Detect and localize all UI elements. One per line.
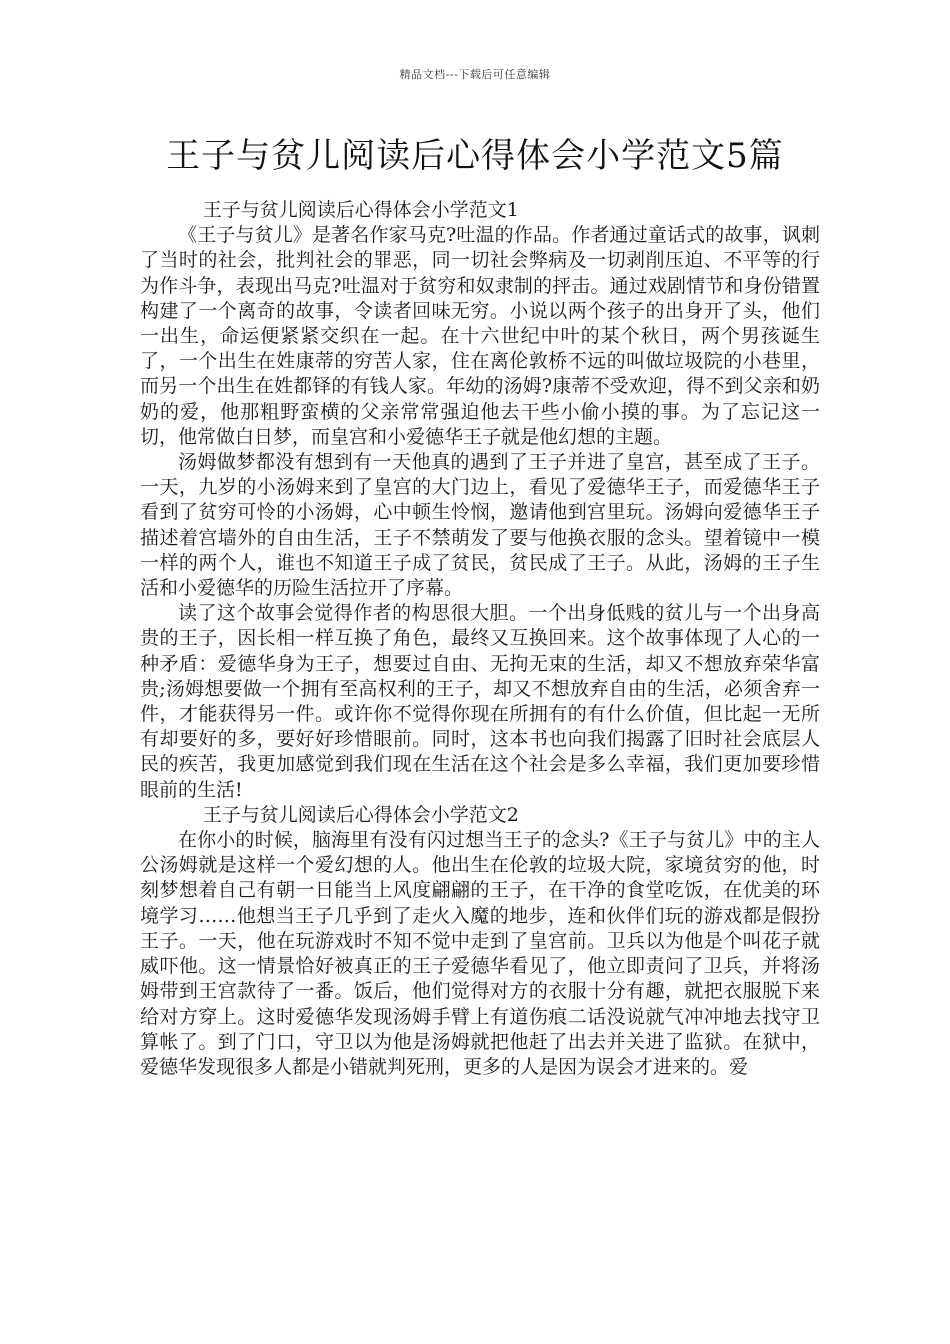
header-note: 精品文档---下载后可任意编辑 [399, 68, 551, 81]
paragraph: 汤姆做梦都没有想到有一天他真的遇到了王子并进了皇宫，甚至成了王子。一天，九岁的小汤姆来到了皇宫的大门边上，看见了爱德华王子，而爱德华王子看到了贫穷可怜的小汤姆，心中顿生怜悯，邀请他到宫里玩。汤姆向爱德华王子描述着宫墙外的自由生活，王子不禁萌发了要与他换衣服的念头。望着镜中一模一样的两个人，谁也不知道王子成了贫民，贫民成了王子。从此，汤姆的王子生活和小爱德华的历险生活拉开了序幕。 [140, 451, 820, 600]
section-heading: 王子与贫儿阅读后心得体会小学范文1 [202, 199, 519, 221]
paragraph: 读了这个故事会觉得作者的构思很大胆。一个出身低贱的贫儿与一个出身高贵的王子，因长相一样互换了角色，最终又互换回来。这个故事体现了人心的一种矛盾：爱德华身为王子，想要过自由、无拘无束的生活，却又不想放弃荣华富贵;汤姆想要做一个拥有至高权利的王子，却又不想放弃自由的生活，必须舍弃一件，才能获得另一件。或许你不觉得你现在所拥有的有什么价值，但比起一无所有却要好的多，要好好珍惜眼前。同时，这本书也向我们揭露了旧时社会底层人民的疾苦，我更加感觉到我们现在生活在这个社会是多么幸福，我们更加要珍惜眼前的生活! [140, 602, 820, 801]
paragraph: 在你小的时候，脑海里有没有闪过想当王子的念头?《王子与贫儿》中的主人公汤姆就是这样一个爱幻想的人。他出生在伦敦的垃圾大院，家境贫穷的他，时刻梦想着自己有朝一日能当上风度翩翩的王子，在干净的食堂吃饭，在优美的环境学习……他想当王子几乎到了走火入魔的地步，连和伙伴们玩的游戏都是假扮王子。一天，他在玩游戏时不知不觉中走到了皇宫前。卫兵以为他是个叫花子就威吓他。这一情景恰好被真正的王子爱德华看见了，他立即责问了卫兵，并将汤姆带到王宫款待了一番。饭后，他们觉得对方的衣服十分有趣，就把衣服脱下来给对方穿上。这时爱德华发现汤姆手臂上有道伤痕二话没说就气冲冲地去找守卫算帐了。到了门口，守卫以为他是汤姆就把他赶了出去并关进了监狱。在狱中，爱德华发现很多人都是小错就判死刑，更多的人是因为误会才进来的。爱 [140, 829, 820, 1078]
section-heading: 王子与贫儿阅读后心得体会小学范文2 [202, 803, 519, 826]
document-title: 王子与贫儿阅读后心得体会小学范文5篇 [166, 136, 784, 176]
document-body [140, 198, 820, 1080]
paragraph: 《王子与贫儿》是著名作家马克?吐温的作品。作者通过童话式的故事，讽刺了当时的社会，批判社会的罪恶，同一切社会弊病及一切剥削压迫、不平等的行为作斗争，表现出马克?吐温对于贫穷和奴隶制的抨击。通过戏剧情节和身份错置构建了一个离奇的故事，令读者回味无穷。小说以两个孩子的出身开了头，他们一出生，命运便紧紧交织在一起。在十六世纪中叶的某个秋日，两个男孩诞生了，一个出生在姓康蒂的穷苦人家，住在离伦敦桥不远的叫做垃圾院的小巷里，而另一个出生在姓都铎的有钱人家。年幼的汤姆?康蒂不受欢迎，得不到父亲和奶奶的爱，他那粗野蛮横的父亲常常强迫他去干些小偷小摸的事。为了忘记这一切，他常做白日梦，而皇宫和小爱德华王子就是他幻想的主题。 [140, 224, 820, 448]
